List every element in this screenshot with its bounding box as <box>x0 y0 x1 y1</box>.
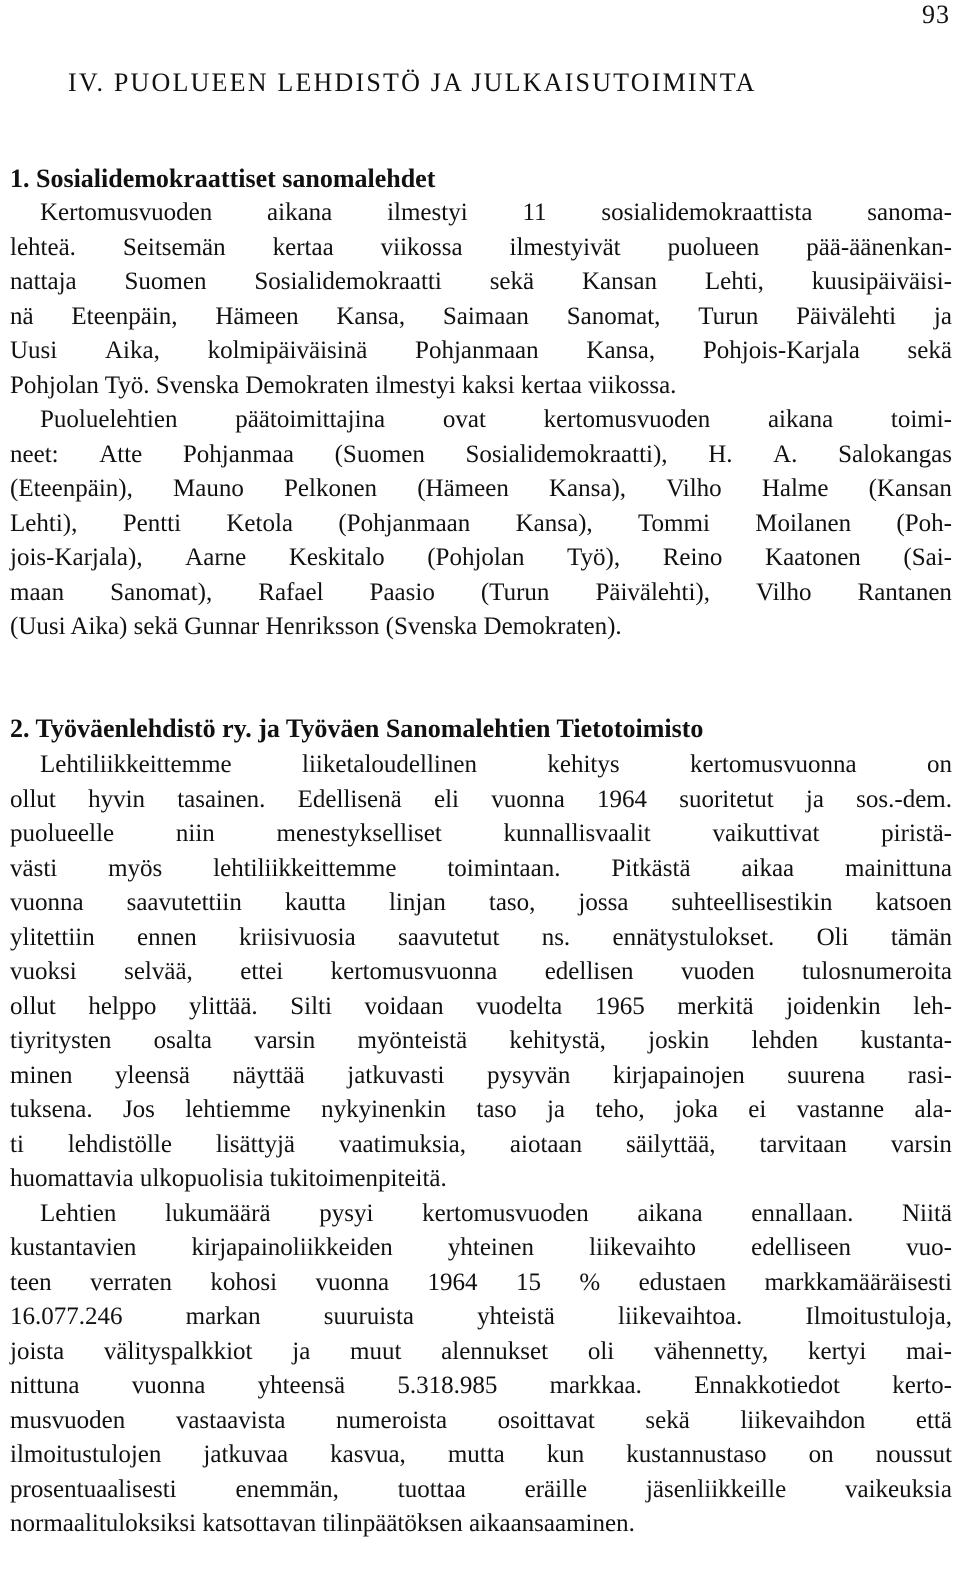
word: Pohjanmaa <box>182 440 294 468</box>
word: hyvin <box>88 785 146 813</box>
word: lukumäärä <box>165 1199 271 1227</box>
word: Kansa), <box>548 475 627 502</box>
word: Salokangas <box>838 440 952 468</box>
word: Uusi <box>10 337 58 364</box>
word: ilmoitustulojen <box>10 1441 162 1468</box>
word: päätoimittajina <box>235 406 386 433</box>
word: suhteellisestikin <box>671 889 833 916</box>
word: aikana <box>767 406 834 433</box>
word: 16.077.246 <box>10 1303 123 1330</box>
word: markkaa. <box>549 1372 642 1399</box>
word: (Kansan <box>868 475 952 502</box>
word: teen <box>10 1268 52 1296</box>
text-line <box>10 1128 952 1163</box>
text-line <box>10 196 952 231</box>
word: yleensä <box>115 1061 190 1089</box>
text-line <box>10 852 952 887</box>
word: lehteä. <box>10 233 76 261</box>
text-line <box>10 576 952 611</box>
word: västi <box>10 854 58 882</box>
word: mai- <box>906 1337 952 1365</box>
text-line <box>10 817 952 852</box>
word: viikossa <box>380 233 463 261</box>
word: ja <box>805 785 824 813</box>
text-line <box>10 300 952 335</box>
word: nykyinenkin <box>321 1096 447 1123</box>
word: ilmestyivät <box>509 233 621 261</box>
word: saavutetut <box>398 923 500 951</box>
word: ettei <box>240 958 284 985</box>
word: oli <box>587 1337 615 1365</box>
word: kertaa <box>272 233 334 261</box>
word: Edellisenä <box>297 785 402 813</box>
word: aikana <box>637 1199 703 1227</box>
word: ovat <box>442 406 486 433</box>
word: jatkuvaa <box>203 1441 289 1468</box>
word: H. <box>708 440 733 468</box>
word: linjan <box>388 889 446 916</box>
word: lehden <box>751 1027 819 1054</box>
text-line <box>10 748 952 783</box>
chapter-title: IV. PUOLUEEN LEHDISTÖ JA JULKAISUTOIMINTA <box>68 68 757 97</box>
word: muut <box>350 1337 402 1365</box>
text-line <box>10 1093 952 1128</box>
word: jäsenliikkeille <box>645 1475 787 1503</box>
word: vuodelta <box>476 992 563 1020</box>
text-line: (Uusi Aika) sekä Gunnar Henriksson (Svenska Demokraten). <box>10 613 622 640</box>
word: saavutettiin <box>126 889 242 916</box>
word: Työ), <box>567 544 621 571</box>
word: joista <box>10 1337 65 1365</box>
word: Hämeen <box>215 302 299 330</box>
word: Päivälehti), <box>595 578 710 606</box>
word: vuonna <box>315 1268 390 1296</box>
word: myönteistä <box>357 1027 468 1054</box>
word: varsin <box>890 1130 952 1158</box>
word: ja <box>933 302 952 330</box>
text-line <box>10 1266 952 1301</box>
word: Lehtiliikkeittemme <box>40 751 232 778</box>
word: tasainen. <box>177 785 266 813</box>
word: pysyi <box>319 1199 374 1227</box>
word: osoittavat <box>497 1406 595 1434</box>
text-line <box>10 1473 952 1508</box>
word: mutta <box>447 1441 505 1468</box>
word: helppo <box>88 992 157 1020</box>
word: on <box>808 1441 834 1468</box>
word: edelliseen <box>751 1234 852 1261</box>
text-line <box>10 1024 952 1059</box>
word: numeroista <box>336 1406 448 1434</box>
word: Pohjois-Karjala <box>702 337 860 364</box>
word: niin <box>175 820 215 847</box>
word: Oli <box>816 923 849 951</box>
word: Kansan <box>581 268 657 295</box>
word: varsin <box>254 1027 316 1054</box>
word: Moilanen <box>755 509 852 537</box>
page-number: 93 <box>922 0 950 29</box>
word: säilyttää, <box>626 1130 716 1158</box>
word: Kaatonen <box>765 544 861 571</box>
word: Lehtien <box>40 1199 117 1227</box>
word: vuoden <box>680 958 755 985</box>
word: kertomusvuoden <box>422 1199 589 1227</box>
word: Keskitalo <box>288 544 385 571</box>
word: (Hämeen <box>417 475 509 502</box>
word: Pitkästä <box>611 854 691 882</box>
word: alennukset <box>441 1337 549 1365</box>
word: Sosialidemokraatti), <box>465 440 668 468</box>
text-line <box>10 1231 952 1266</box>
text-line <box>10 921 952 956</box>
word: Niitä <box>902 1199 952 1227</box>
word: toimi- <box>890 406 952 433</box>
text-line <box>10 1059 952 1094</box>
word: yhteensä <box>257 1372 346 1399</box>
word: Sanomat, <box>566 302 661 330</box>
word: kertomusvuonna <box>689 751 857 778</box>
word: ei <box>748 1096 767 1123</box>
word: kirjapainojen <box>612 1061 745 1089</box>
word: pysyvän <box>487 1061 571 1089</box>
word: A. <box>773 440 798 468</box>
word: vähennetty, <box>653 1337 769 1365</box>
word: Halme <box>761 475 829 502</box>
word: välityspalkkiot <box>103 1337 253 1365</box>
word: prosentuaalisesti <box>10 1475 177 1503</box>
word: lehtiliikkeittemme <box>213 854 397 882</box>
word: kerto- <box>892 1372 952 1399</box>
text-line <box>10 955 952 990</box>
word: kehitys <box>547 751 620 778</box>
word: Vilho <box>756 578 812 606</box>
word: myös <box>108 854 163 882</box>
word: aiotaan <box>509 1130 583 1158</box>
word: 1964 <box>597 785 648 813</box>
word: Vilho <box>666 475 722 502</box>
text-line: normaalituloksiksi katsottavan tilinpäätöksen aikaansaaminen. <box>10 1510 635 1537</box>
word: Seitsemän <box>122 233 226 261</box>
word: mainittuna <box>845 854 952 882</box>
word: vaikuttivat <box>712 820 820 847</box>
word: kolmipäiväisinä <box>207 337 368 364</box>
word: ennen <box>137 923 197 951</box>
word: osalta <box>153 1027 212 1054</box>
word: kertyi <box>808 1337 867 1365</box>
text-line <box>10 334 952 369</box>
word: näyttää <box>232 1061 305 1089</box>
word: Silti <box>290 992 332 1020</box>
text-line <box>10 886 952 921</box>
word: ns. <box>541 923 571 951</box>
word: puolueelle <box>10 820 115 847</box>
word: Rantanen <box>857 578 952 606</box>
word: ja <box>292 1337 311 1365</box>
word: taso, <box>488 889 536 916</box>
word: pää-äänenkan- <box>806 233 952 261</box>
word: yhteistä <box>477 1303 555 1330</box>
word: vuonna <box>491 785 565 813</box>
word: ennallaan. <box>751 1199 854 1227</box>
word: Ilmoitustuloja, <box>805 1303 952 1330</box>
word: merkitä <box>677 992 754 1020</box>
word: (Sai- <box>903 544 952 571</box>
word: lehtiemme <box>185 1096 291 1123</box>
word: (Suomen <box>334 440 425 468</box>
word: sosialidemokraattista <box>601 199 813 226</box>
word: edellisen <box>544 958 634 985</box>
text-line <box>10 265 952 300</box>
text-line <box>10 472 952 507</box>
word: joskin <box>648 1027 710 1054</box>
text-line <box>10 783 952 818</box>
word: kasvua, <box>330 1441 406 1468</box>
text-line: Pohjolan Työ. Svenska Demokraten ilmestyi kaksi kertaa viikossa. <box>10 371 677 399</box>
word: Kansa, <box>336 302 406 330</box>
word: sanoma- <box>867 199 952 226</box>
word: vuonna <box>131 1372 206 1399</box>
word: ti <box>10 1130 24 1158</box>
word: kustanta- <box>860 1027 952 1054</box>
word: kirjapainoliikkeiden <box>191 1234 393 1261</box>
word: aikana <box>267 199 333 226</box>
word: (Eteenpäin), <box>10 475 133 502</box>
word: sekä <box>907 337 952 364</box>
word: liikevaihtoa. <box>618 1303 743 1330</box>
word: Paasio <box>369 578 435 606</box>
word: tuksena. <box>10 1096 93 1123</box>
word: edustaen <box>638 1268 727 1296</box>
word: Ketola <box>226 509 294 537</box>
word: kohosi <box>210 1268 278 1296</box>
word: nittuna <box>10 1372 80 1399</box>
word: kustannustaso <box>626 1441 767 1468</box>
text-line <box>10 1369 952 1404</box>
word: Turun <box>698 302 759 330</box>
word: (Turun <box>480 578 550 606</box>
word: Puoluelehtien <box>40 406 178 433</box>
word: Sanomat), <box>110 578 213 606</box>
word: menestykselliset <box>276 820 442 847</box>
word: voidaan <box>364 992 444 1020</box>
word: jatkuvasti <box>347 1061 445 1089</box>
word: tämän <box>890 923 952 951</box>
word: Rafael <box>258 578 324 606</box>
word: suurena <box>787 1061 866 1089</box>
text-line <box>10 990 952 1025</box>
word: (Poh- <box>896 509 952 537</box>
word: selvää, <box>124 958 193 985</box>
word: liikevaihto <box>589 1234 696 1261</box>
word: ala- <box>914 1096 952 1123</box>
word: jossa <box>578 889 629 916</box>
word: Aarne <box>185 544 247 571</box>
word: vuonna <box>10 889 84 916</box>
word: Lehti, <box>704 268 764 295</box>
word: Kansa, <box>586 337 656 364</box>
word: 15 <box>515 1268 541 1296</box>
word: Sosialidemokraatti <box>254 268 442 295</box>
word: tulosnumeroita <box>801 958 952 985</box>
word: liiketaloudellinen <box>302 751 477 778</box>
word: Ennakkotiedot <box>694 1372 840 1399</box>
word: Jos <box>122 1096 155 1123</box>
word: ja <box>546 1096 566 1123</box>
text-line <box>10 1335 952 1370</box>
word: Pohjanmaan <box>415 337 539 364</box>
word: Tommi <box>638 509 710 537</box>
word: nattaja <box>10 268 77 295</box>
word: Suomen <box>124 268 207 295</box>
word: ilmestyi <box>387 199 468 226</box>
word: joidenkin <box>786 992 881 1020</box>
word: suoritetut <box>679 785 774 813</box>
word: Lehti), <box>10 509 78 537</box>
word: lisättyjä <box>215 1130 296 1158</box>
section-2-heading: 2. Työväenlehdistö ry. ja Työväen Sanomalehtien Tietotoimisto <box>10 714 704 743</box>
section-2-body <box>10 748 952 1542</box>
word: vuo- <box>906 1234 952 1261</box>
text-line <box>10 1404 952 1439</box>
text-line <box>10 541 952 576</box>
word: katsoen <box>875 889 952 916</box>
word: neet: <box>10 440 59 468</box>
text-line: huomattavia ulkopuolisia tukitoimenpiteitä. <box>10 1165 447 1192</box>
word: ylittää. <box>188 992 258 1020</box>
word: markan <box>185 1303 261 1330</box>
word: Reino <box>662 544 723 571</box>
word: vastaavista <box>175 1406 286 1434</box>
word: kertomusvuonna <box>330 958 498 985</box>
word: Aika, <box>104 337 160 364</box>
word: minen <box>10 1061 73 1089</box>
word: kautta <box>284 889 346 916</box>
word: verraten <box>90 1268 172 1296</box>
word: ollut <box>10 785 56 813</box>
word: tuottaa <box>397 1475 466 1503</box>
word: lehdistölle <box>67 1130 172 1158</box>
word: toimintaan. <box>447 854 561 882</box>
word: suuruista <box>323 1303 414 1330</box>
word: vaatimuksia, <box>338 1130 466 1158</box>
word: (Pohjolan <box>427 544 525 571</box>
word: kertomusvuoden <box>543 406 711 433</box>
word: eli <box>433 785 459 813</box>
word: jois-Karjala), <box>10 544 143 571</box>
word: kehitystä, <box>509 1027 606 1054</box>
word: 1965 <box>594 992 645 1020</box>
word: teho, <box>595 1096 645 1123</box>
word: Saimaan <box>442 302 529 330</box>
word: tarvitaan <box>759 1130 847 1158</box>
word: sos.-dem. <box>856 785 952 813</box>
word: % <box>579 1268 601 1296</box>
word: kunnallisvaalit <box>503 820 651 847</box>
text-line <box>10 1438 952 1473</box>
word: Eteenpäin, <box>71 302 178 330</box>
word: 11 <box>522 199 547 226</box>
word: ennätystulokset. <box>612 923 775 951</box>
word: noussut <box>875 1441 952 1468</box>
word: Mauno <box>173 475 244 502</box>
word: ylitettiin <box>10 923 95 951</box>
word: Päivälehti <box>796 302 897 330</box>
word: aikaa <box>741 854 795 882</box>
word: maan <box>10 578 65 606</box>
word: ollut <box>10 992 56 1020</box>
word: kun <box>546 1441 585 1468</box>
word: kuusipäiväisi- <box>811 268 952 295</box>
word: leh- <box>913 992 952 1020</box>
text-line <box>10 1197 952 1232</box>
word: puolueen <box>667 233 760 261</box>
section-1-body <box>10 196 952 645</box>
word: Pelkonen <box>284 475 378 502</box>
word: musvuoden <box>10 1406 126 1434</box>
word: piristä- <box>881 820 952 847</box>
word: yhteinen <box>447 1234 534 1261</box>
word: eräille <box>524 1475 588 1503</box>
section-1-heading: 1. Sosialidemokraattiset sanomalehdet <box>10 164 436 193</box>
word: Kertomusvuoden <box>40 199 213 226</box>
word: vastanne <box>796 1096 885 1123</box>
word: taso <box>476 1096 517 1123</box>
text-line <box>10 507 952 542</box>
word: rasi- <box>907 1061 952 1089</box>
word: kustantavien <box>10 1234 137 1261</box>
text-line <box>10 438 952 473</box>
text-line <box>10 1300 952 1335</box>
word: vuoksi <box>10 958 77 985</box>
word: liikevaihdon <box>740 1406 866 1434</box>
word: 5.318.985 <box>397 1372 498 1399</box>
word: nä <box>10 302 34 330</box>
word: Kansa), <box>515 509 593 537</box>
word: markkamääräisesti <box>764 1268 952 1296</box>
text-line <box>10 231 952 266</box>
word: joka <box>674 1096 718 1123</box>
word: (Pohjanmaan <box>338 509 471 537</box>
word: vaikeuksia <box>845 1475 952 1503</box>
word: kriisivuosia <box>239 923 356 951</box>
word: 1964 <box>427 1268 478 1296</box>
word: on <box>927 751 952 778</box>
word: tiyritysten <box>10 1027 112 1054</box>
word: sekä <box>489 268 535 295</box>
word: Atte <box>99 440 143 468</box>
word: enemmän, <box>235 1475 339 1503</box>
word: Pentti <box>122 509 182 537</box>
text-line <box>10 403 952 438</box>
word: sekä <box>645 1406 690 1434</box>
word: että <box>915 1406 952 1434</box>
